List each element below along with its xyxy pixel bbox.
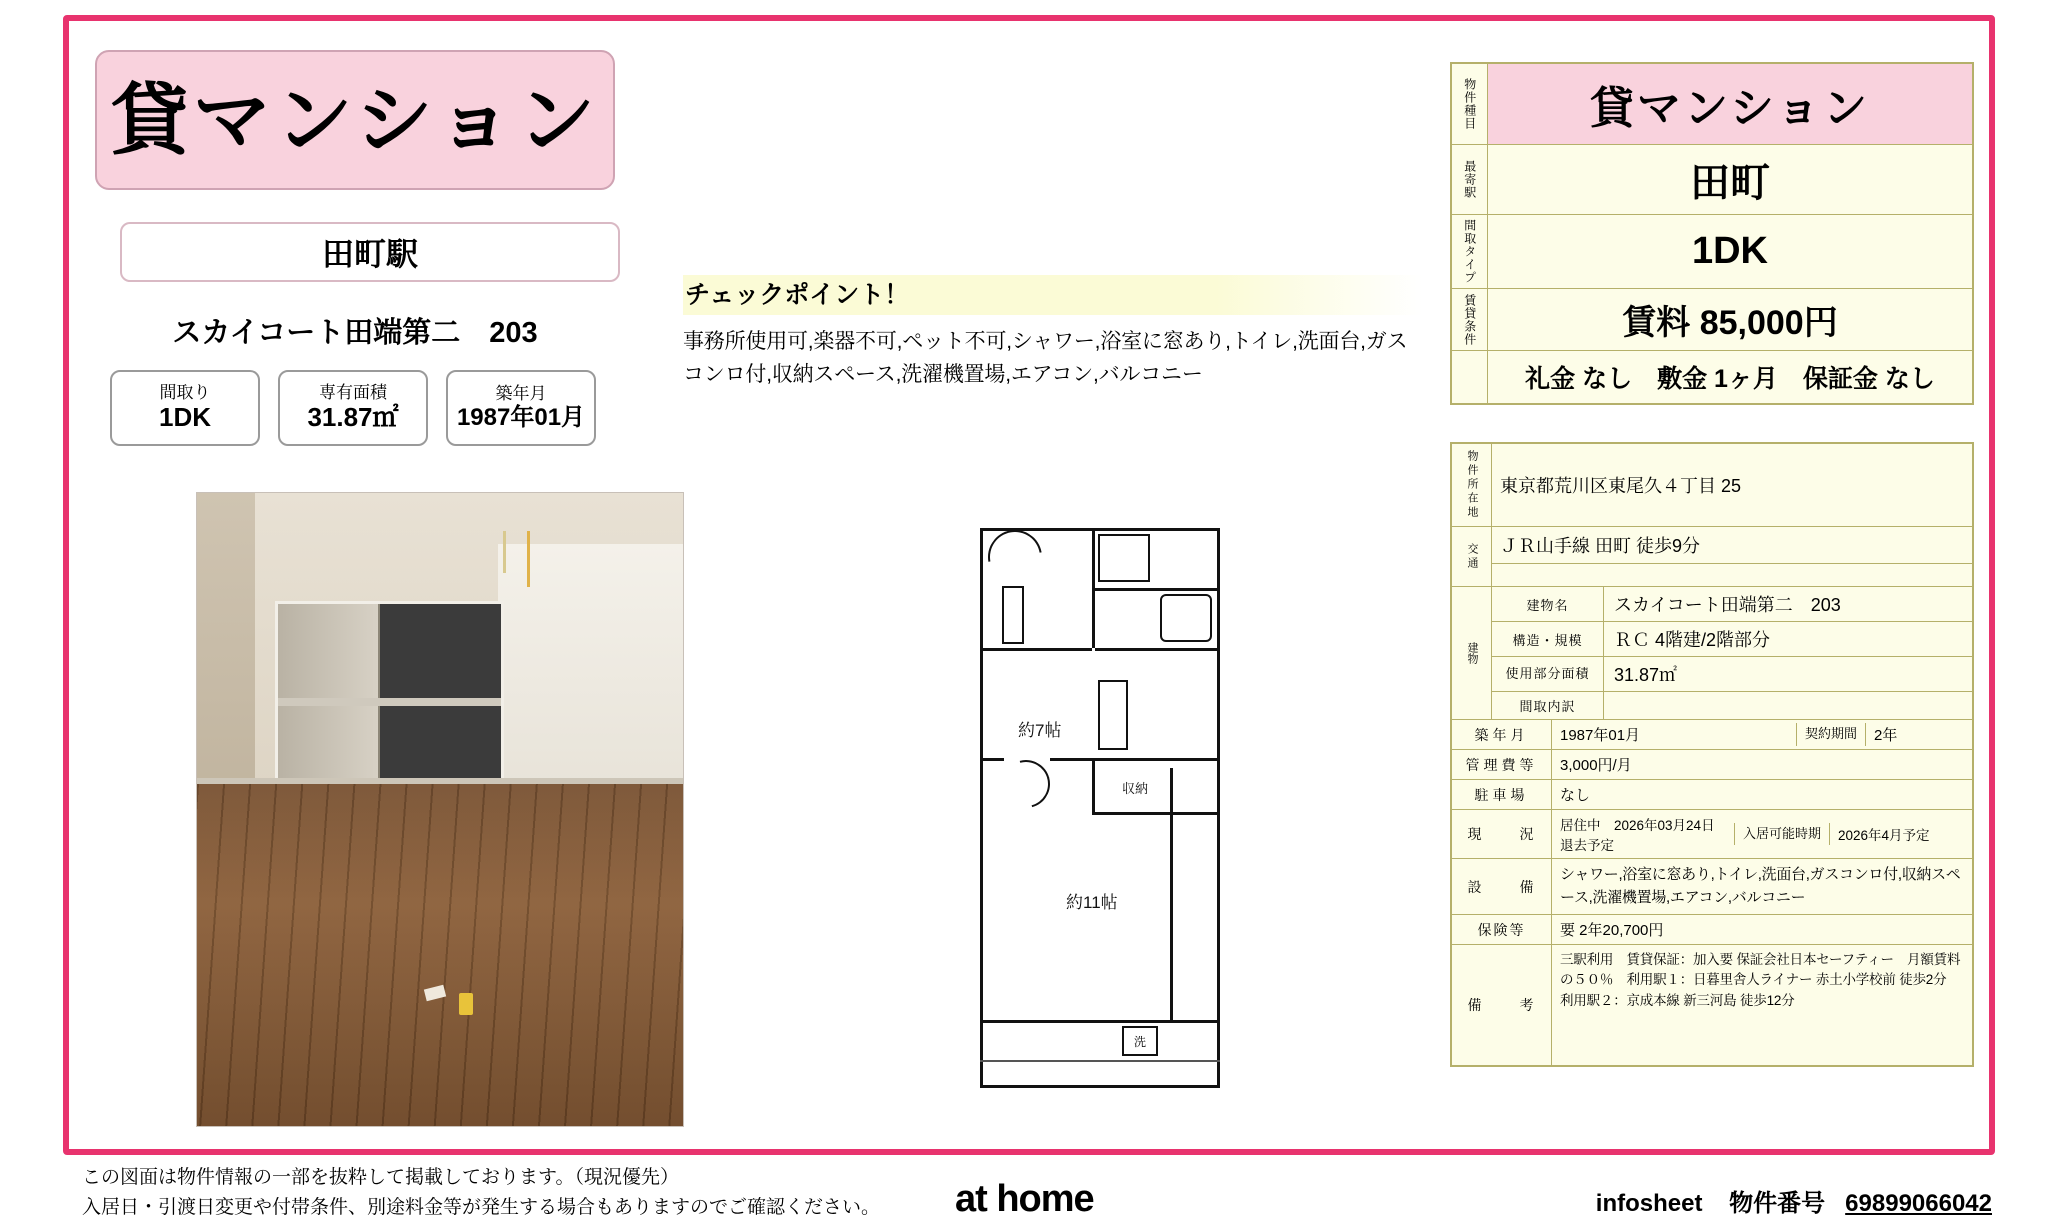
spec-card-area <box>278 370 428 446</box>
building-row-name <box>1492 587 1972 622</box>
fp-wall-h4 <box>1092 758 1220 761</box>
spec-card-built <box>446 370 596 446</box>
summary-row-type-value: 貸マンション <box>1488 64 1972 144</box>
fp-wall-v3 <box>1170 768 1173 1020</box>
detail-row-insurance-label: 保険等 <box>1452 915 1552 944</box>
building-row-area-value: 31.87㎡ <box>1614 665 1678 685</box>
property-number-label: 物件番号 <box>1729 1190 1826 1217</box>
athome-logo-text: at home <box>955 1178 1094 1220</box>
building-subtable <box>1492 587 1972 719</box>
summary-row-layout-value: 1DK <box>1691 230 1769 272</box>
detail-row-mgmt <box>1452 750 1972 780</box>
floor-plan <box>980 528 1220 1088</box>
footer-infosheet <box>1596 1183 1992 1218</box>
building-row-structure <box>1492 622 1972 657</box>
fp-wall-v2 <box>1092 758 1095 814</box>
detail-row-transport-label: 交通 <box>1452 527 1492 586</box>
detail-row-address <box>1452 444 1972 527</box>
property-number-value: 69899066042 <box>1845 1190 1992 1217</box>
summary-row-type-label: 物件種目 <box>1452 64 1488 144</box>
fp-wall-h2 <box>1092 588 1220 591</box>
detail-row-status-value: 居住中 2026年03月24日退去予定 <box>1560 818 1715 853</box>
detail-row-insurance-value: 要 2年20,700円 <box>1560 922 1664 939</box>
footer-note-line1: この図面は物件情報の一部を抜粋して掲載しております。（現況優先） <box>82 1167 679 1188</box>
spec-card-area-value: 31.87㎡ <box>307 401 399 432</box>
detail-row-built-value: 1987年01月 <box>1560 727 1641 744</box>
detail-row-equipment-label: 設 備 <box>1452 859 1552 914</box>
checkpoint-title: チェックポイント！ <box>683 275 1423 315</box>
building-row-breakdown <box>1492 692 1972 719</box>
spec-card-layout <box>110 370 260 446</box>
fp-wall-h8 <box>980 1020 1220 1023</box>
detail-row-remarks-label: 備 考 <box>1452 945 1552 1065</box>
fp-closet-label: 収納 <box>1122 781 1149 796</box>
detail-row-transport <box>1452 527 1972 587</box>
summary-row-station-value: 田町 <box>1690 161 1770 205</box>
detail-row-remarks-value: 三駅利用 賃貸保証：加入要 保証会社日本セーフティー 月額賃料の５０％ 利用駅１：日暮里舎人ライナー 赤土小学校前 徒歩2分 利用駅２：京成本線 新三河島 徒歩12分 <box>1560 952 1961 1008</box>
summary-row-station <box>1452 145 1972 215</box>
spec-card-layout-label: 間取り <box>159 383 211 403</box>
photo-cord <box>503 531 506 573</box>
detail-row-equipment <box>1452 859 1972 915</box>
station-label: 田町駅 <box>321 236 418 272</box>
detail-row-building-label: 建物 <box>1452 587 1492 719</box>
detail-row-contract-label: 契約期間 <box>1796 723 1866 746</box>
building-row-area-label: 使用部分面積 <box>1492 657 1604 691</box>
fp-wall-h5 <box>1092 812 1220 815</box>
summary-row-rent-value: 賃料 85,000円 <box>1622 304 1838 342</box>
detail-row-contract-value: 2年 <box>1874 727 1898 744</box>
photo-cord-secondary <box>527 531 530 587</box>
summary-row-rent-label: 賃貸条件 <box>1452 289 1488 350</box>
building-row-structure-value: ＲＣ 4階建/2階部分 <box>1614 630 1771 650</box>
building-name-heading: スカイコート田端第二 203 <box>172 317 538 349</box>
fp-washer-space <box>1122 1026 1158 1056</box>
building-row-structure-label: 構造・規模 <box>1492 622 1604 656</box>
station-banner <box>120 222 620 282</box>
fp-room-label-living: 約11帖 <box>1066 893 1118 912</box>
fp-balcony-edge <box>980 1060 1220 1062</box>
detail-row-built <box>1452 720 1972 750</box>
detail-row-status-value-group <box>1552 810 1972 858</box>
summary-row-station-label: 最寄駅 <box>1452 145 1488 214</box>
detail-row-building <box>1452 587 1972 720</box>
building-row-name-value: スカイコート田端第二 203 <box>1614 595 1841 615</box>
building-row-area <box>1492 657 1972 692</box>
spec-card-row <box>110 370 596 446</box>
room-photo <box>196 492 684 1127</box>
fp-room-label-dk: 約7帖 <box>1018 721 1062 740</box>
summary-row-deposit <box>1452 351 1972 403</box>
detail-row-mgmt-label: 管理費等 <box>1452 750 1552 779</box>
detail-row-address-value: 東京都荒川区東尾久４丁目 25 <box>1500 476 1742 496</box>
fp-wall-h1 <box>980 648 1092 651</box>
building-row-breakdown-label: 間取内訳 <box>1492 692 1604 719</box>
detail-row-equipment-value: シャワー,浴室に窓あり,トイレ,洗面台,ガスコンロ付,収納スペース,洗濯機置場,エアコン,バルコニー <box>1560 866 1961 906</box>
fp-kitchen-counter <box>1098 680 1128 750</box>
photo-floor <box>197 784 683 1126</box>
detail-row-parking <box>1452 780 1972 810</box>
detail-row-built-label: 築年月 <box>1452 720 1552 749</box>
fp-wall-h7 <box>1050 758 1092 761</box>
summary-row-layout-label: 間取タイプ <box>1452 215 1488 288</box>
footer-note-line2: 入居日・引渡日変更や付帯条件、別途料金等が発生する場合もありますのでご確認ください。 <box>82 1197 881 1219</box>
checkpoint-body: 事務所使用可,楽器不可,ペット不可,シャワー,浴室に窓あり,トイレ,洗面台,ガスコンロ付,収納スペース,洗濯機置場,エアコン,バルコニー <box>683 330 1408 386</box>
summary-table <box>1450 62 1974 405</box>
detail-row-address-label: 物件所在地 <box>1452 444 1492 526</box>
detail-row-available-value: 2026年4月予定 <box>1838 828 1930 843</box>
summary-row-deposit-value: 礼金 なし 敷金 1ヶ月 保証金 なし <box>1525 365 1935 393</box>
spec-card-area-label: 専有面積 <box>319 383 387 403</box>
photo-closet-shelf <box>278 698 502 706</box>
fp-wall-h3 <box>1095 648 1220 651</box>
detail-row-insurance <box>1452 915 1972 945</box>
fp-shoebox <box>1002 586 1024 644</box>
detail-row-transport-value-2 <box>1492 564 1972 586</box>
fp-washer-label: 洗 <box>1133 1034 1146 1049</box>
fp-wall-h6 <box>980 758 1004 761</box>
property-type-label: 貸マンション <box>110 76 600 164</box>
athome-logo <box>955 1178 1094 1221</box>
summary-row-layout <box>1452 215 1972 289</box>
detail-row-remarks <box>1452 945 1972 1065</box>
spec-card-built-value: 1987年01月 <box>456 403 586 431</box>
infosheet-label: infosheet <box>1595 1190 1703 1217</box>
summary-row-type <box>1452 64 1972 145</box>
building-row-name-label: 建物名 <box>1492 587 1604 621</box>
detail-row-status-label: 現 況 <box>1452 810 1552 858</box>
summary-row-rent <box>1452 289 1972 351</box>
detail-row-status <box>1452 810 1972 859</box>
detail-row-built-value-group <box>1552 720 1972 749</box>
detail-row-transport-value: ＪＲ山手線 田町 徒歩9分 <box>1492 527 1972 564</box>
fp-bath-tub <box>1098 534 1150 582</box>
detail-row-parking-value: なし <box>1560 787 1591 804</box>
photo-floor-item-yellow <box>459 993 473 1015</box>
building-row-breakdown-value <box>1604 692 1972 719</box>
spec-card-built-label: 築年月 <box>495 384 547 404</box>
detail-row-mgmt-value: 3,000円/月 <box>1560 757 1632 774</box>
detail-row-parking-label: 駐車場 <box>1452 780 1552 809</box>
fp-sink <box>1160 594 1212 642</box>
spec-card-layout-value: 1DK <box>158 401 211 432</box>
detail-table <box>1450 442 1974 1067</box>
footer-note <box>82 1163 880 1224</box>
detail-row-available-label: 入居可能時期 <box>1734 823 1830 846</box>
photo-closet <box>275 601 505 803</box>
property-type-banner <box>95 50 615 190</box>
summary-row-deposit-label <box>1452 351 1488 403</box>
